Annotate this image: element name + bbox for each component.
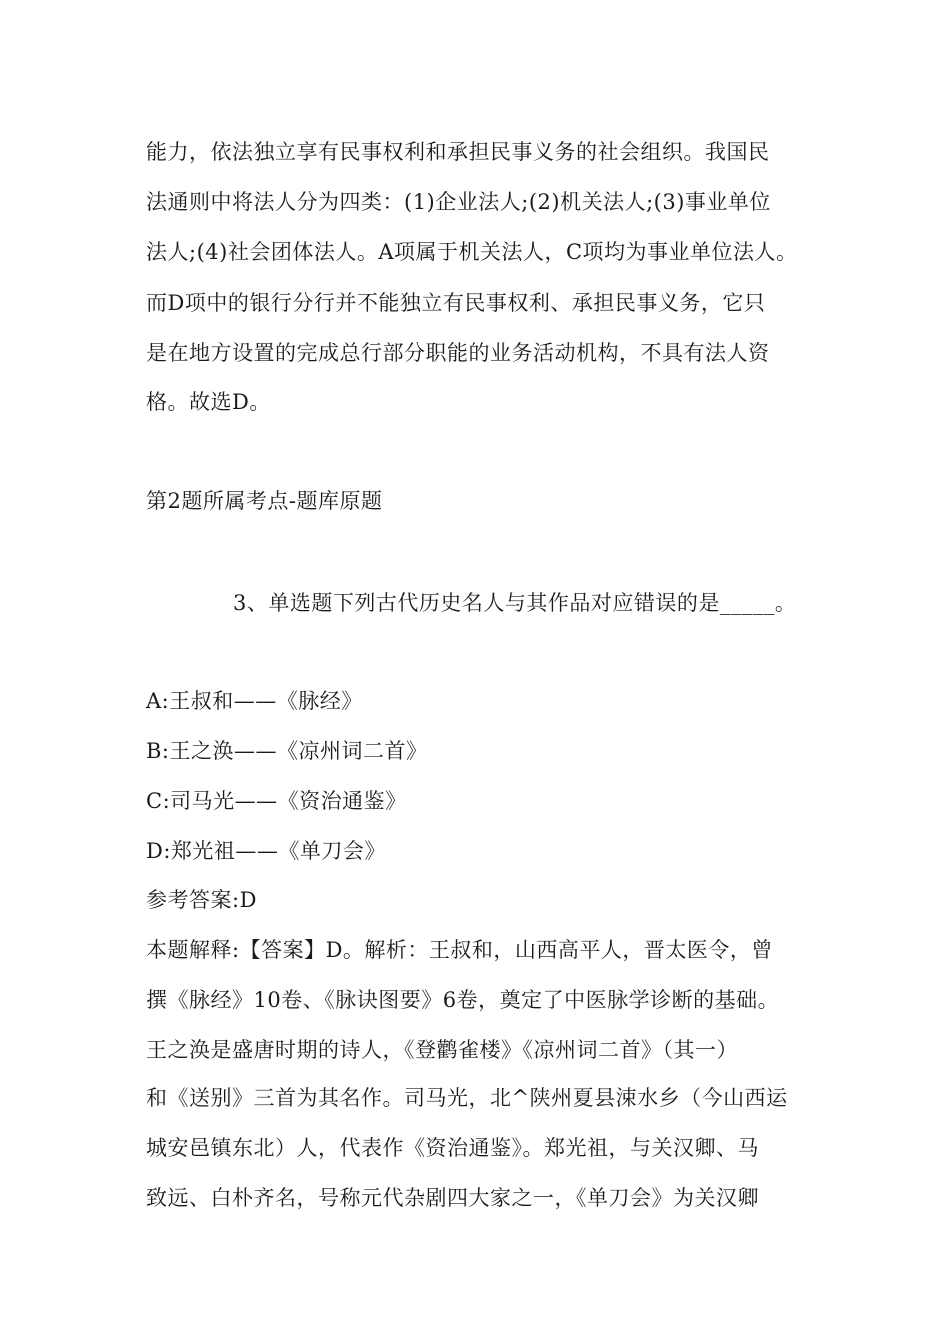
explanation-prev-line-4: 而D项中的银行分行并不能独立有民事权利、承担民事义务，它只 xyxy=(146,291,766,315)
explanation-line-1: 本题解释:【答案】D。解析：王叔和，山西高平人，晋太医令，曾 xyxy=(146,938,773,962)
explanation-prev-line-5: 是在地方设置的完成总行部分职能的业务活动机构，不具有法人资 xyxy=(146,341,770,365)
explanation-line-4: 和《送别》三首为其名作。司马光，北^陕州夏县涑水乡（今山西运 xyxy=(146,1086,788,1110)
explanation-prev-line-6: 格。故选D。 xyxy=(146,390,271,414)
section-note: 第2题所属考点-题库原题 xyxy=(146,489,383,513)
explanation-line-2: 撰《脉经》10卷、《脉诀图要》6卷，奠定了中医脉学诊断的基础。 xyxy=(146,988,780,1012)
option-a: A:王叔和——《脉经》 xyxy=(146,689,363,713)
explanation-line-5: 城安邑镇东北）人，代表作《资治通鉴》。郑光祖，与关汉卿、马 xyxy=(146,1136,759,1160)
explanation-line-3: 王之涣是盛唐时期的诗人，《登鹳雀楼》《凉州词二首》（其一） xyxy=(146,1038,738,1062)
reference-answer: 参考答案:D xyxy=(146,888,257,912)
explanation-prev-line-3: 法人;(4)社会团体法人。A项属于机关法人，C项均为事业单位法人。 xyxy=(146,240,798,264)
question-text: 3、单选题下列古代历史名人与其作品对应错误的是_____。 xyxy=(233,591,797,615)
option-c: C:司马光——《资治通鉴》 xyxy=(146,789,407,813)
option-b: B:王之涣——《凉州词二首》 xyxy=(146,739,428,763)
option-d: D:郑光祖——《单刀会》 xyxy=(146,839,386,863)
explanation-line-6: 致远、白朴齐名，号称元代杂剧四大家之一，《单刀会》为关汉卿 xyxy=(146,1186,759,1210)
explanation-prev-line-2: 法通则中将法人分为四类：(1)企业法人;(2)机关法人;(3)事业单位 xyxy=(146,190,771,214)
explanation-prev-line-1: 能力，依法独立享有民事权利和承担民事义务的社会组织。我国民 xyxy=(146,140,770,164)
